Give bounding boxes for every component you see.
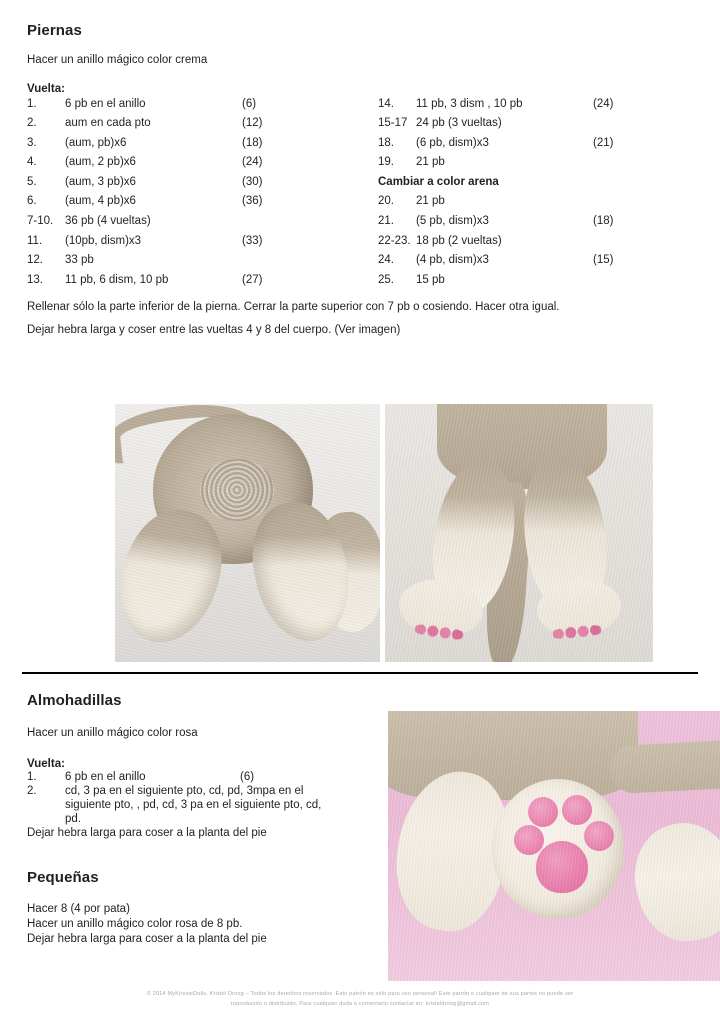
pattern-row	[27, 98, 357, 118]
pattern-row	[27, 117, 357, 137]
crochet-spiral-center	[200, 459, 274, 521]
row-number: 7-10.	[27, 215, 54, 228]
piernas-note-2: Dejar hebra larga y coser entre las vueltas 4 y 8 del cuerpo. (Ver imagen)	[27, 324, 401, 337]
row-instruction: 6 pb en el anillo	[65, 770, 146, 783]
row-instruction: (6 pb, dism)x3	[416, 136, 489, 149]
color-change-text: Cambiar a color arena	[378, 175, 499, 188]
footer-line-1: © 2014 MyKrissieDolls, Kristel Droog – Todos los derechos reservados. Este patrón es sólo para uso personal! Este patrón o cualquier de sus partes no puede ser	[146, 991, 574, 997]
row-number: 12.	[27, 254, 43, 267]
row-number: 6.	[27, 195, 37, 208]
row-number: 1.	[27, 770, 37, 783]
row-number: 5.	[27, 175, 37, 188]
pattern-row	[27, 215, 357, 235]
row-stitch-count: (24)	[242, 156, 263, 169]
row-instruction: 11 pb, 6 dism, 10 pb	[65, 273, 169, 286]
pequenas-heading: Pequeñas	[27, 869, 99, 886]
pequenas-line-2: Hacer un anillo mágico color rosa de 8 pb.	[27, 918, 243, 930]
pequenas-line-3: Dejar hebra larga para coser a la planta del pie	[27, 933, 267, 945]
row-number: 11.	[27, 234, 43, 247]
row-instruction: cd, 3 pa en el siguiente pto, cd, pd, 3mpa en el siguiente pto, , pd, cd, 3 pa en el siguiente pto, cd, pd.	[65, 784, 322, 826]
row-stitch-count: (33)	[242, 234, 263, 247]
pattern-row	[378, 117, 708, 137]
row-number: 2.	[27, 117, 37, 130]
section-almohadillas	[27, 692, 327, 841]
row-instruction: (aum, 2 pb)x6	[65, 156, 136, 169]
row-stitch-count: (15)	[593, 254, 614, 267]
pattern-row	[378, 274, 708, 294]
row-stitch-count: (30)	[242, 175, 263, 188]
row-instruction: 33 pb	[65, 254, 94, 267]
pattern-row	[378, 98, 708, 118]
photo-paw-pad	[388, 711, 720, 981]
section-divider	[22, 672, 698, 674]
row-instruction: 21 pb	[416, 156, 445, 169]
piernas-rows-right-column	[378, 98, 708, 294]
row-stitch-count: (21)	[593, 136, 614, 149]
almohadillas-tail-note: Dejar hebra larga para coser a la planta del pie	[27, 827, 267, 840]
row-number: 4.	[27, 156, 37, 169]
row-instruction: (4 pb, dism)x3	[416, 254, 489, 267]
piernas-notes	[27, 300, 699, 339]
pattern-row	[378, 235, 708, 255]
pattern-row	[27, 195, 357, 215]
piernas-note-1: Rellenar sólo la parte inferior de la pierna. Cerrar la parte superior con 7 pb o cosiendo. Hacer otra igual.	[27, 300, 560, 313]
row-instruction: 11 pb, 3 dism , 10 pb	[416, 97, 523, 110]
row-instruction: (aum, 3 pb)x6	[65, 175, 136, 188]
row-stitch-count: (24)	[593, 97, 614, 110]
row-number: 25.	[378, 273, 394, 286]
row-number: 2.	[27, 784, 37, 797]
row-number: 13.	[27, 273, 43, 286]
row-number: 1.	[27, 97, 37, 110]
pattern-row	[27, 770, 327, 784]
row-stitch-count: (36)	[242, 195, 263, 208]
row-instruction: (5 pb, dism)x3	[416, 215, 489, 228]
row-number: 21.	[378, 215, 394, 228]
row-number: 19.	[378, 156, 394, 169]
row-stitch-count: (6)	[242, 97, 257, 110]
row-number: 3.	[27, 136, 37, 149]
row-number: 20.	[378, 195, 394, 208]
almohadillas-vuelta-label: Vuelta:	[27, 757, 65, 770]
row-number: 24.	[378, 254, 394, 267]
pattern-row	[27, 137, 357, 157]
row-instruction: 24 pb (3 vueltas)	[416, 117, 502, 130]
pattern-row	[378, 254, 708, 274]
section-pequenas	[27, 869, 347, 947]
row-number: 15-17	[378, 117, 408, 130]
row-instruction: 36 pb (4 vueltas)	[65, 215, 151, 228]
row-instruction: 15 pb	[416, 273, 445, 286]
row-instruction: (aum, pb)x6	[65, 136, 127, 149]
pattern-row	[27, 254, 357, 274]
pattern-row	[378, 195, 708, 215]
yarn-texture-overlay	[388, 711, 720, 981]
row-stitch-count: (18)	[242, 136, 263, 149]
row-stitch-count: (27)	[242, 273, 263, 286]
pattern-row	[27, 784, 327, 827]
footer-line-2: reproducido o distribuido. Para cualquier duda o comentario contactar en: kristeldroog@gmail.com	[230, 1000, 490, 1007]
page-footer	[0, 990, 720, 1009]
pequenas-line-1: Hacer 8 (4 por pata)	[27, 903, 130, 915]
section-piernas	[27, 22, 699, 347]
piernas-heading: Piernas	[27, 22, 82, 39]
pattern-row	[27, 156, 357, 176]
row-instruction: 18 pb (2 vueltas)	[416, 234, 502, 247]
piernas-rows-container	[27, 98, 699, 298]
pattern-row	[27, 274, 357, 294]
row-instruction: (10pb, dism)x3	[65, 234, 142, 247]
piernas-magic-ring-text: Hacer un anillo mágico color crema	[27, 54, 208, 66]
piernas-rows-left-column	[27, 98, 357, 294]
pattern-row	[27, 235, 357, 255]
row-stitch-count: (12)	[242, 117, 263, 130]
row-stitch-count: (18)	[593, 215, 614, 228]
pattern-row	[27, 176, 357, 196]
row-instruction: 6 pb en el anillo	[65, 97, 146, 110]
row-number: 22-23.	[378, 234, 411, 247]
pattern-row	[378, 156, 708, 176]
row-number: 18.	[378, 136, 394, 149]
row-instruction: (aum, 4 pb)x6	[65, 195, 136, 208]
piernas-vuelta-label: Vuelta:	[27, 82, 65, 95]
color-change-instruction	[378, 176, 708, 196]
row-instruction: aum en cada pto	[65, 117, 151, 130]
yarn-texture-overlay	[385, 404, 653, 662]
row-number: 14.	[378, 97, 394, 110]
row-instruction: 21 pb	[416, 195, 445, 208]
pattern-row	[378, 215, 708, 235]
photo-legs-front	[385, 404, 653, 662]
almohadillas-magic-ring-text: Hacer un anillo mágico color rosa	[27, 727, 198, 739]
row-stitch-count: (6)	[240, 770, 255, 783]
almohadillas-heading: Almohadillas	[27, 692, 122, 709]
photo-legs-rear	[115, 404, 380, 662]
pattern-row	[378, 137, 708, 157]
